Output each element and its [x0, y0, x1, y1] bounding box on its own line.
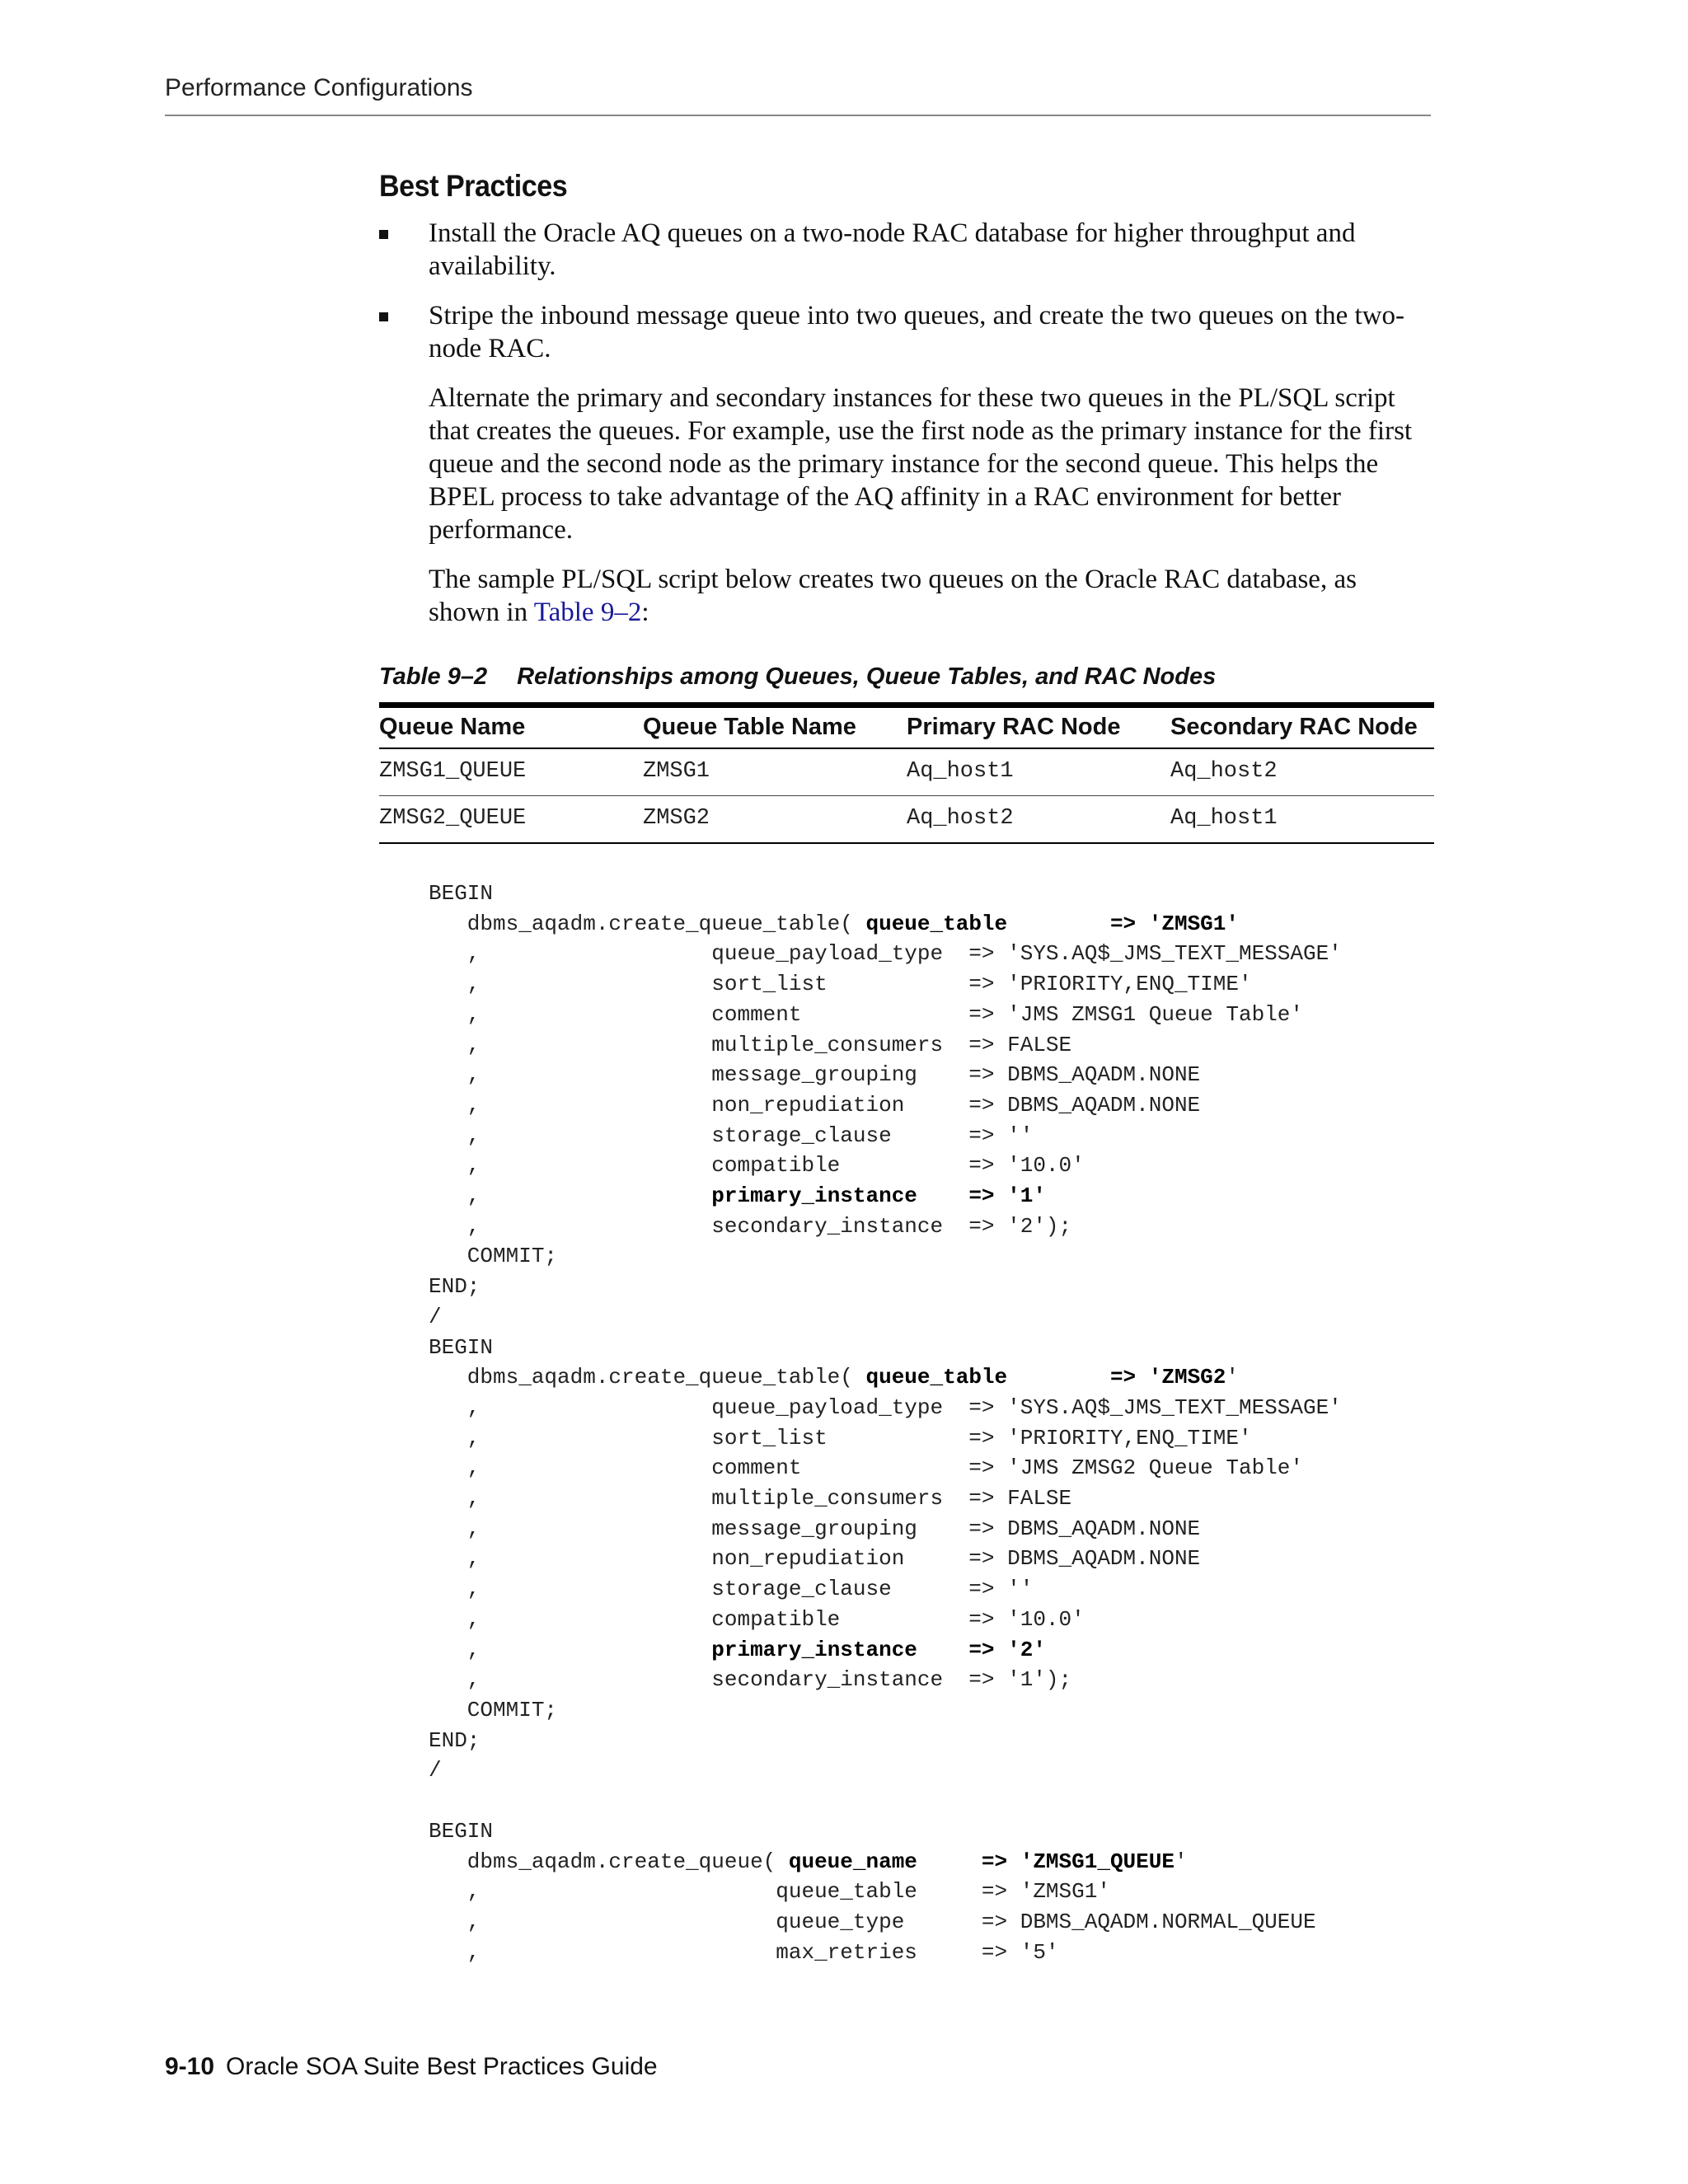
- running-footer: [165, 2053, 658, 2081]
- code-token: , queue_type => DBMS_AQADM.NORMAL_QUEUE: [429, 1909, 1316, 1934]
- code-line: [429, 1546, 1200, 1571]
- code-line: [429, 1335, 493, 1360]
- code-token: /: [429, 1758, 442, 1783]
- column-header-queue-name: Queue Name: [379, 705, 643, 749]
- list-item: [379, 299, 1434, 365]
- code-line: [429, 1274, 480, 1299]
- code-line: [429, 1879, 1110, 1904]
- code-token-bold: primary_instance => '1': [711, 1183, 1046, 1209]
- alternate-paragraph: Alternate the primary and secondary instances for these two queues in the PL/SQL script that creates the queues. For example, use the first node as the primary instance for the first queue and the second node as the primary instance for the second queue. This helps the BPEL process to take advantage of the AQ affinity in a RAC environment for better performance.: [429, 383, 1413, 545]
- code-token: , secondary_instance => '1');: [429, 1667, 1072, 1693]
- code-token: dbms_aqadm.create_queue(: [429, 1849, 789, 1874]
- best-practices-list: [379, 217, 1434, 365]
- code-token: BEGIN: [429, 1818, 494, 1844]
- code-token: , secondary_instance => '2');: [429, 1213, 1072, 1239]
- code-line: [429, 1244, 557, 1268]
- page-number: 9-10: [165, 2053, 215, 2080]
- code-line: [429, 1819, 493, 1844]
- code-token: dbms_aqadm.create_queue_table(: [429, 911, 866, 936]
- code-token: , queue_table => 'ZMSG1': [429, 1879, 1110, 1905]
- code-line: [429, 1940, 1059, 1965]
- sample-intro-paragraph: [429, 563, 1434, 629]
- column-header-primary-rac-node: Primary RAC Node: [907, 705, 1170, 749]
- code-token: /: [429, 1304, 442, 1329]
- code-token: ': [1174, 1849, 1188, 1874]
- list-item-text: Install the Oracle AQ queues on a two-node RAC database for higher throughput and availability.: [429, 218, 1356, 281]
- code-token: BEGIN: [429, 881, 494, 906]
- code-line: [429, 1758, 442, 1783]
- table-cell: ZMSG2_QUEUE: [379, 796, 643, 844]
- code-token: , message_grouping => DBMS_AQADM.NONE: [429, 1516, 1201, 1541]
- code-line: [429, 1607, 1085, 1632]
- code-token: , sort_list => 'PRIORITY,ENQ_TIME': [429, 972, 1252, 997]
- code-line: [429, 941, 1342, 966]
- code-token: , multiple_consumers => FALSE: [429, 1486, 1072, 1511]
- code-line: [429, 1698, 557, 1722]
- code-token: ': [1226, 1365, 1239, 1390]
- code-token: , compatible => '10.0': [429, 1153, 1085, 1179]
- code-token: END;: [429, 1727, 481, 1753]
- table-cell: ZMSG1_QUEUE: [379, 748, 643, 796]
- code-line: [429, 1667, 1071, 1692]
- code-token: dbms_aqadm.create_queue_table(: [429, 1365, 866, 1390]
- code-line: [429, 1577, 1033, 1601]
- code-token: , queue_payload_type => 'SYS.AQ$_JMS_TEXT_MESSAGE': [429, 1394, 1342, 1420]
- main-content: [379, 169, 1434, 1967]
- code-line: [429, 1728, 480, 1753]
- code-token: , multiple_consumers => FALSE: [429, 1032, 1072, 1057]
- code-token: , max_retries => '5': [429, 1939, 1059, 1965]
- code-token-bold: queue_name => 'ZMSG1_QUEUE: [788, 1849, 1175, 1874]
- table-header-row: [379, 705, 1434, 749]
- table-row: [379, 748, 1434, 796]
- code-line: [429, 1214, 1071, 1239]
- table-cell: ZMSG1: [643, 748, 907, 796]
- table-cell: Aq_host1: [907, 748, 1170, 796]
- table-caption: [379, 663, 1434, 691]
- code-line: [429, 1516, 1200, 1541]
- table-caption-label: Table 9–2: [379, 663, 488, 690]
- code-token: COMMIT;: [429, 1697, 558, 1722]
- code-token: , queue_payload_type => 'SYS.AQ$_JMS_TEXT_MESSAGE': [429, 941, 1342, 967]
- code-line: [429, 1093, 1200, 1118]
- header-rule: [165, 115, 1431, 116]
- code-token: , sort_list => 'PRIORITY,ENQ_TIME': [429, 1425, 1252, 1451]
- code-token: , message_grouping => DBMS_AQADM.NONE: [429, 1062, 1201, 1088]
- sample-intro-text: The sample PL/SQL script below creates two queues on the Oracle RAC database, as shown in: [429, 565, 1357, 627]
- code-token: ,: [429, 1637, 712, 1662]
- table-cell: Aq_host2: [1170, 748, 1434, 796]
- code-token-bold: primary_instance => '2': [711, 1637, 1046, 1662]
- running-header: Performance Configurations: [165, 74, 473, 101]
- code-line: [429, 1002, 1303, 1027]
- table-9-2-link[interactable]: Table 9–2: [533, 598, 642, 627]
- code-line: [429, 1486, 1071, 1511]
- code-token: , comment => 'JMS ZMSG2 Queue Table': [429, 1455, 1303, 1481]
- code-line: [429, 1033, 1071, 1057]
- code-token-bold: queue_table => 'ZMSG2: [865, 1365, 1226, 1390]
- code-token: , comment => 'JMS ZMSG1 Queue Table': [429, 1001, 1303, 1027]
- book-title: Oracle SOA Suite Best Practices Guide: [226, 2053, 658, 2080]
- code-line: [429, 1305, 442, 1329]
- code-token: , storage_clause => '': [429, 1122, 1034, 1148]
- code-token: BEGIN: [429, 1334, 494, 1360]
- table-cell: Aq_host2: [907, 796, 1170, 844]
- table-caption-title: Relationships among Queues, Queue Tables, and RAC Nodes: [517, 663, 1217, 690]
- code-line: [429, 1455, 1303, 1480]
- code-line: [429, 1395, 1342, 1420]
- code-token: , storage_clause => '': [429, 1577, 1034, 1602]
- column-header-secondary-rac-node: Secondary RAC Node: [1170, 705, 1434, 749]
- table-cell: Aq_host1: [1170, 796, 1434, 844]
- plsql-code-block: [429, 879, 1434, 1967]
- code-line: [429, 1638, 1046, 1662]
- code-token: , non_repudiation => DBMS_AQADM.NONE: [429, 1092, 1201, 1118]
- code-line: [429, 912, 1239, 936]
- code-line: [429, 881, 493, 906]
- code-line: [429, 1123, 1033, 1148]
- code-token-bold: queue_table => 'ZMSG1': [865, 911, 1239, 936]
- queue-relationship-table: [379, 702, 1434, 844]
- square-bullet-icon: [379, 312, 388, 321]
- code-line: [429, 1153, 1085, 1178]
- code-line: [429, 1849, 1188, 1874]
- code-token: COMMIT;: [429, 1244, 558, 1269]
- code-token: END;: [429, 1274, 481, 1300]
- code-token: , compatible => '10.0': [429, 1606, 1085, 1632]
- code-line: [429, 1365, 1239, 1390]
- table-cell: ZMSG2: [643, 796, 907, 844]
- square-bullet-icon: [379, 230, 388, 239]
- code-line: [429, 1062, 1200, 1087]
- code-token: ,: [429, 1183, 712, 1209]
- table-row: [379, 796, 1434, 844]
- section-heading: Best Practices: [379, 169, 568, 203]
- code-line: [429, 1910, 1316, 1934]
- code-line: [429, 1426, 1252, 1451]
- list-item: [379, 217, 1434, 283]
- sample-intro-end: :: [641, 598, 649, 627]
- list-item-text: Stripe the inbound message queue into two queues, and create the two queues on the two-node RAC.: [429, 301, 1405, 363]
- code-line: [429, 972, 1252, 996]
- code-line: [429, 1183, 1046, 1208]
- column-header-queue-table-name: Queue Table Name: [643, 705, 907, 749]
- code-token: , non_repudiation => DBMS_AQADM.NONE: [429, 1546, 1201, 1572]
